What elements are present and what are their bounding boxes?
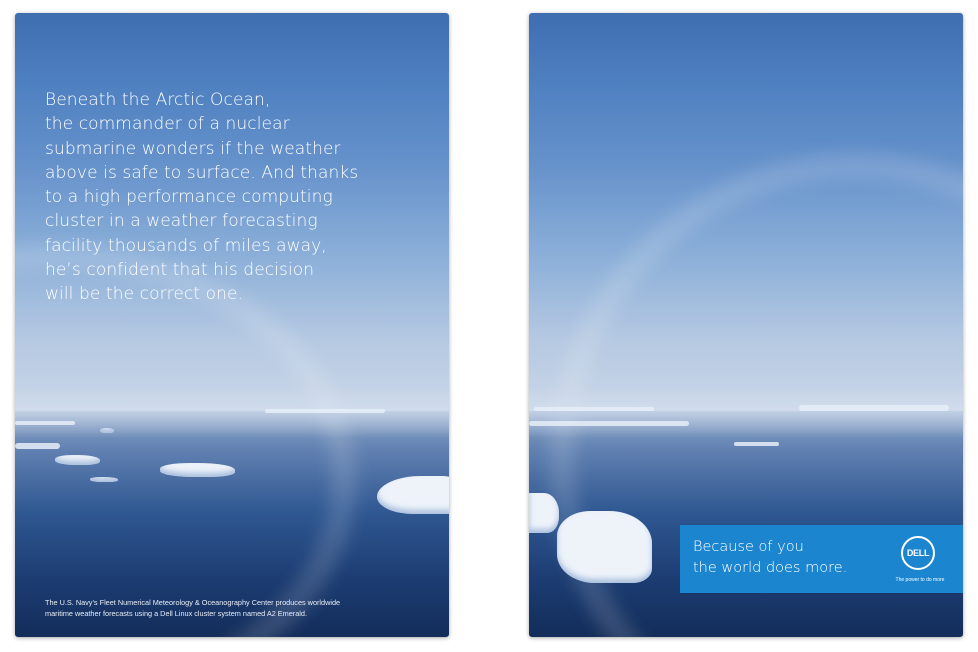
ice-floe (15, 443, 60, 449)
logo-text: DELL (906, 548, 930, 558)
right-ad-page (529, 13, 963, 637)
ad-body-copy (45, 88, 395, 307)
body-line: to a high performance computing (45, 187, 333, 208)
body-line: submarine wonders if the weather (45, 138, 341, 159)
logo-slogan: The power to do more (895, 577, 945, 583)
tagline-line: the world does more. (693, 559, 848, 576)
ice-floe (15, 421, 75, 425)
body-line: Beneath the Arctic Ocean, (45, 90, 271, 110)
ice-floe (557, 511, 652, 583)
ice-floe (100, 428, 114, 433)
footnote-line: The U.S. Navy’s Fleet Numerical Meteorology & Oceanography Center produces worldwide (45, 598, 341, 607)
body-line: the commander of a nuclear (45, 114, 290, 135)
ice-floe (55, 455, 100, 465)
body-line: cluster in a weather forecasting (45, 211, 318, 232)
body-line: will be the correct one. (45, 284, 244, 305)
horizon-fog (529, 388, 963, 438)
ice-floe (734, 442, 779, 446)
body-line: above is safe to surface. And thanks (45, 162, 359, 183)
tagline-banner (680, 525, 963, 593)
tagline (693, 537, 873, 578)
ice-floe (529, 421, 689, 426)
horizon-fog (15, 388, 449, 438)
ice-floe (377, 476, 449, 514)
body-line: facility thousands of miles away, (45, 235, 327, 256)
ice-floe (90, 477, 118, 482)
tagline-line: Because of you (693, 539, 804, 555)
ice-floe (160, 463, 235, 477)
ice-floe (265, 409, 385, 413)
dell-logo-icon (901, 536, 935, 570)
body-line: he’s confident that his decision (45, 260, 315, 281)
ad-footnote (45, 598, 425, 619)
footnote-line: maritime weather forecasts using a Dell Linux cluster system named A2 Emerald. (45, 608, 307, 618)
left-ad-page (15, 13, 449, 637)
ice-floe (534, 407, 654, 411)
ice-floe (799, 405, 949, 411)
ice-floe (529, 493, 559, 533)
